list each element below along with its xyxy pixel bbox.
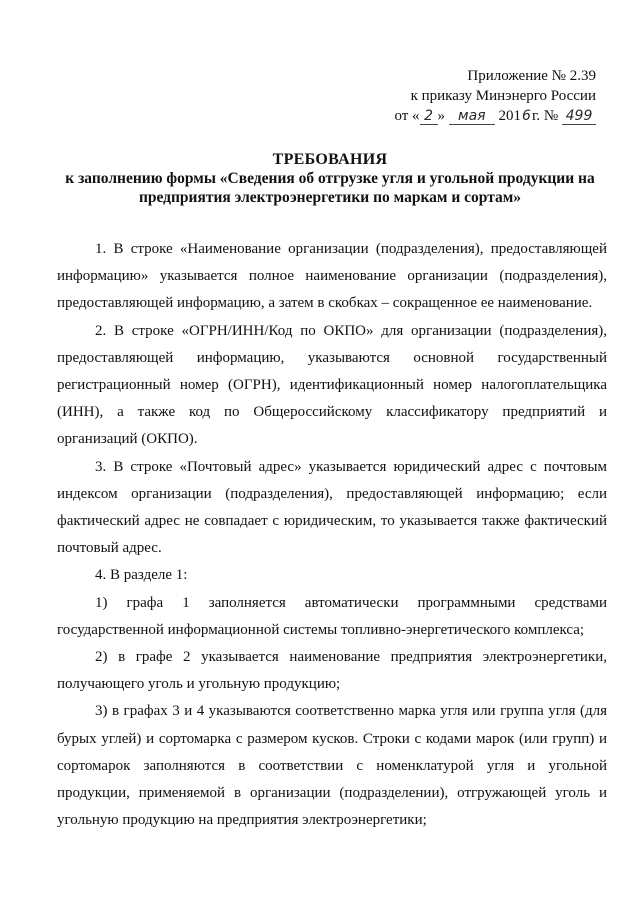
appendix-header: [366, 66, 596, 126]
order-date-line: [366, 106, 596, 126]
date-prefix: от «: [394, 108, 420, 124]
title-subheading: к заполнению формы «Сведения об отгрузке угля и угольной продукции на предприятия электроэнергетики по маркам и сортам»: [65, 170, 595, 206]
order-reference: к приказу Минэнерго России: [410, 88, 596, 104]
paragraph-4-item-3: 3) в графах 3 и 4 указываются соответственно марка угля или группа угля (для бурых углей) и сортомарка с размером кусков. Строки с кодами марок (или групп) и сортомарок заполняются в соответствии с номенклатурой угля и угольной продукции, применяемой в организации (подразделении), отгружающей уголь и угольную продукцию на предприятия электроэнергетики;: [57, 703, 607, 829]
paragraph-4: 4. В разделе 1:: [95, 567, 188, 584]
year-prefix: 201: [498, 108, 522, 124]
handwritten-day: 2: [420, 108, 438, 125]
paragraph-2: 2. В строке «ОГРН/ИНН/Код по ОКПО» для организации (подразделения), предоставляющей информацию, указываются основной государственный регистрационный номер (ОГРН), идентификационный номер налогоплательщика (ИНН), а также код по Общероссийскому классификатору предприятий и организаций (ОКПО).: [57, 322, 607, 448]
date-quote-close: »: [437, 108, 446, 124]
title-heading: ТРЕБОВАНИЯ: [272, 151, 388, 168]
handwritten-year-digit: 6: [522, 108, 531, 124]
paragraph-3: 3. В строке «Почтовый адрес» указывается юридический адрес с почтовым индексом организации (подразделения), предоставляющей информацию; если фактический адрес не совпадает с юридическим, то указывается также фактический почтовый адрес.: [57, 458, 607, 557]
paragraph-1: 1. В строке «Наименование организации (подразделения), предоставляющей информацию» указывается полное наименование организации (подразделения), предоставляющей информацию, а затем в скобках – сокращенное ее наименование.: [57, 241, 607, 312]
order-number-label: г. №: [531, 108, 559, 124]
paragraph-4-item-2: 2) в графе 2 указывается наименование предприятия электроэнергетики, получающего уголь и угольную продукцию;: [57, 649, 607, 693]
handwritten-order-number: 499: [562, 108, 596, 125]
document-body: [57, 236, 607, 834]
handwritten-month: мая: [449, 108, 495, 125]
document-title: [50, 150, 610, 207]
paragraph-4-item-1: 1) графа 1 заполняется автоматически программными средствами государственной информационной системы топливно-энергетического комплекса;: [57, 594, 607, 638]
appendix-number: Приложение № 2.39: [467, 68, 596, 84]
